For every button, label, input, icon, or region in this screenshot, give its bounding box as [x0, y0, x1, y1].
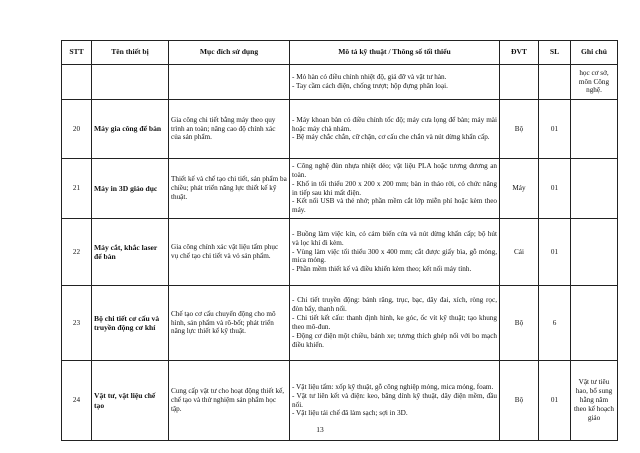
cell-qty: 6	[539, 286, 571, 361]
header-spec: Mô tả kỹ thuật / Thông số tối thiểu	[290, 41, 500, 65]
spec-line: - Chi tiết truyền động: bánh răng, trục, bạc, dây đai, xích, ròng rọc, đòn bẩy, thanh nối.	[292, 296, 497, 314]
cell-stt: 21	[62, 159, 92, 219]
cell-stt	[62, 65, 92, 100]
spec-line: - Bệ máy chắc chắn, cữ chặn, cơ cấu che chắn và nút dừng khẩn cấp.	[292, 133, 490, 142]
cell-spec	[290, 159, 500, 219]
table-row	[62, 159, 618, 219]
table-row-continuation	[62, 65, 618, 100]
spec-line: - Vùng làm việc tối thiểu 300 x 400 mm; cắt được giấy bìa, gỗ mỏng, mica mỏng.	[292, 247, 497, 265]
spec-line: - Chi tiết kết cấu: thanh định hình, ke góc, ốc vít kỹ thuật; tạo khung theo mô-đun.	[292, 314, 497, 331]
table-row	[62, 100, 618, 159]
header-note: Ghi chú	[571, 41, 618, 65]
cell-stt: 22	[62, 219, 92, 286]
cell-spec	[290, 219, 500, 286]
cell-qty: 01	[539, 159, 571, 219]
cell-purpose: Gia công chi tiết bằng máy theo quy trình an toàn; nâng cao độ chính xác của sản phẩm.	[169, 100, 290, 159]
cell-device	[92, 65, 169, 100]
cell-note	[571, 100, 618, 159]
cell-note: Vật tư tiêu hao, bổ sung hằng năm theo kế hoạch giáo	[571, 361, 618, 441]
cell-spec	[290, 65, 500, 100]
spec-line: - Động cơ điện một chiều, bánh xe; tương thích ghép nối với bo mạch điều khiển.	[292, 331, 497, 349]
cell-unit: Bộ	[500, 100, 539, 159]
cell-unit: Bộ	[500, 361, 539, 441]
table-row	[62, 286, 618, 361]
cell-qty: 01	[539, 100, 571, 159]
spec-line: - Vật liệu tái chế đã làm sạch; sợi in 3D.	[292, 409, 408, 418]
cell-note	[571, 286, 618, 361]
cell-purpose: Thiết kế và chế tạo chi tiết, sản phẩm ba chiều; phát triển năng lực thiết kế kỹ thuật.	[169, 159, 290, 219]
spec-line: - Khổ in tối thiểu 200 x 200 x 200 mm; bàn in tháo rời, có chức năng in tiếp sau khi mất điện.	[292, 179, 497, 197]
cell-spec	[290, 286, 500, 361]
cell-device: Bộ chi tiết cơ cấu và truyền động cơ khí	[92, 286, 169, 361]
spec-line: - Công nghệ đùn nhựa nhiệt dẻo; vật liệu PLA hoặc tương đương an toàn.	[292, 161, 497, 179]
spec-line: - Vật liệu tấm: xốp kỹ thuật, gỗ công nghiệp mỏng, mica mỏng, foam.	[292, 382, 494, 391]
cell-device: Máy in 3D giáo dục	[92, 159, 169, 219]
cell-device: Vật tư, vật liệu chế tạo	[92, 361, 169, 441]
cell-qty: 01	[539, 361, 571, 441]
spec-line: - Tay cầm cách điện, chống trượt; hộp đựng phân loại.	[292, 82, 448, 90]
header-unit: ĐVT	[500, 41, 539, 65]
cell-purpose: Chế tạo cơ cấu chuyển động cho mô hình, sản phẩm và rô-bốt; phát triển năng lực thiết kế kỹ thuật.	[169, 286, 290, 361]
cell-purpose	[169, 65, 290, 100]
page-number: 13	[316, 425, 324, 434]
header-stt: STT	[62, 41, 92, 65]
cell-stt: 24	[62, 361, 92, 441]
cell-unit: Máy	[500, 159, 539, 219]
cell-qty: 01	[539, 219, 571, 286]
spec-line: - Buồng làm việc kín, có cảm biến cửa và nút dừng khẩn cấp; bộ hút và lọc khí đi kèm.	[292, 229, 497, 247]
spec-line: - Máy khoan bàn có điều chỉnh tốc độ; máy cưa lọng để bàn; máy mài hoặc máy chà nhám.	[292, 115, 497, 133]
cell-qty	[539, 65, 571, 100]
cell-note	[571, 159, 618, 219]
header-device: Tên thiết bị	[92, 41, 169, 65]
cell-device: Máy cắt, khắc laser để bàn	[92, 219, 169, 286]
equipment-table	[61, 40, 618, 441]
table-row	[62, 219, 618, 286]
cell-spec	[290, 100, 500, 159]
cell-purpose: Gia công chính xác vật liệu tấm phục vụ chế tạo chi tiết và vỏ sản phẩm.	[169, 219, 290, 286]
spec-line: - Vật tư liên kết và điện: keo, băng dính kỹ thuật, dây điện mềm, đầu nối.	[292, 391, 497, 409]
cell-stt: 23	[62, 286, 92, 361]
cell-device: Máy gia công để bàn	[92, 100, 169, 159]
cell-note	[571, 219, 618, 286]
cell-unit: Cái	[500, 219, 539, 286]
cell-unit	[500, 65, 539, 100]
spec-line: - Phần mềm thiết kế và điều khiển kèm theo; kết nối máy tính.	[292, 265, 472, 274]
cell-stt: 20	[62, 100, 92, 159]
spec-line: - Kết nối USB và thẻ nhớ; phần mềm cắt lớp miễn phí hoặc kèm theo máy.	[292, 197, 497, 215]
header-row	[62, 41, 618, 65]
cell-note: học cơ sở, môn Công nghệ.	[571, 65, 618, 100]
cell-purpose: Cung cấp vật tư cho hoạt động thiết kế, chế tạo và thử nghiệm sản phẩm học tập.	[169, 361, 290, 441]
cell-unit: Bộ	[500, 286, 539, 361]
header-qty: SL	[539, 41, 571, 65]
header-purpose: Mục đích sử dụng	[169, 41, 290, 65]
spec-line: - Mỏ hàn có điều chỉnh nhiệt độ, giá đỡ và vật tư hàn.	[292, 73, 447, 82]
